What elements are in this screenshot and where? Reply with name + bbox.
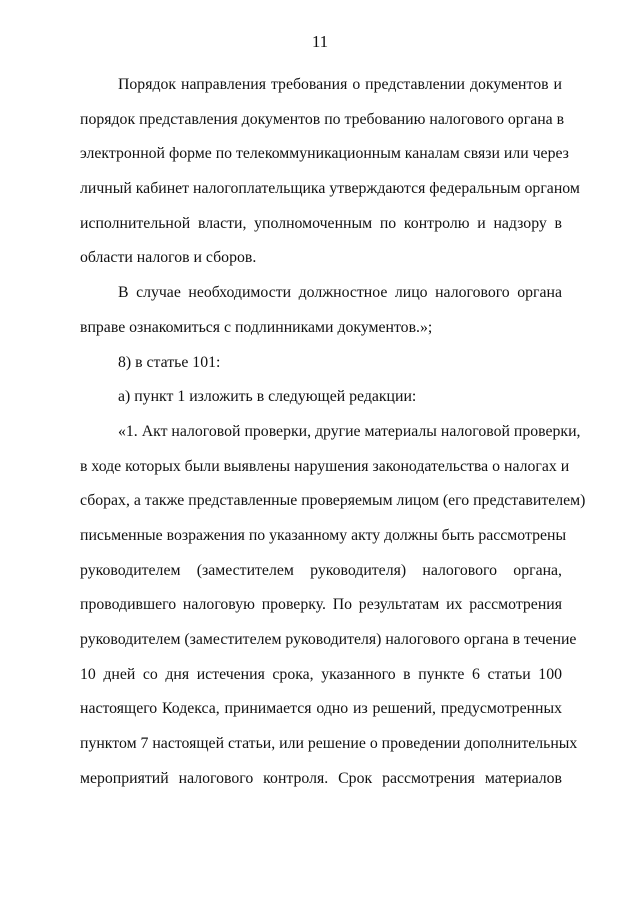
text-line: электронной форме по телекоммуникационным каналам связи или через [80, 145, 569, 163]
text-line: мероприятий налогового контроля. Срок рассмотрения материалов [80, 769, 562, 787]
text-line: порядок представления документов по требованию налогового органа в [80, 110, 565, 128]
text-line: настоящего Кодекса, принимается одно из решений, предусмотренных [80, 700, 562, 718]
text-line: проводившего налоговую проверку. По результатам их рассмотрения [80, 596, 562, 614]
text-line: области налогов и сборов. [80, 249, 257, 267]
text-line: «1. Акт налоговой проверки, другие материалы налоговой проверки, [118, 422, 581, 440]
text-line: в ходе которых были выявлены нарушения законодательства о налогах и [80, 457, 570, 475]
page-number: 11 [311, 32, 329, 51]
document-body [80, 68, 586, 796]
text-line: 10 дней со дня истечения срока, указанного в пункте 6 статьи 100 [80, 665, 562, 683]
text-line: Порядок направления требования о представлении документов и [118, 76, 562, 93]
text-line: пунктом 7 настоящей статьи, или решение о проведении дополнительных [80, 735, 578, 753]
text-line: руководителем (заместителем руководителя) налогового органа, [80, 561, 562, 579]
text-line: В случае необходимости должностное лицо налогового органа [118, 284, 562, 302]
text-line: личный кабинет налогоплательщика утверждаются федеральным органом [80, 180, 580, 198]
text-line: исполнительной власти, уполномоченным по контролю и надзору в [80, 214, 562, 232]
text-line: письменные возражения по указанному акту должны быть рассмотрены [80, 526, 567, 544]
text-line: 8) в статье 101: [118, 353, 221, 371]
text-line: сборах, а также представленные проверяемым лицом (его представителем) [80, 492, 586, 510]
text-line: руководителем (заместителем руководителя) налогового органа в течение [80, 631, 577, 648]
text-line: а) пункт 1 изложить в следующей редакции: [118, 388, 417, 406]
text-line: вправе ознакомиться с подлинниками документов.»; [80, 318, 433, 336]
